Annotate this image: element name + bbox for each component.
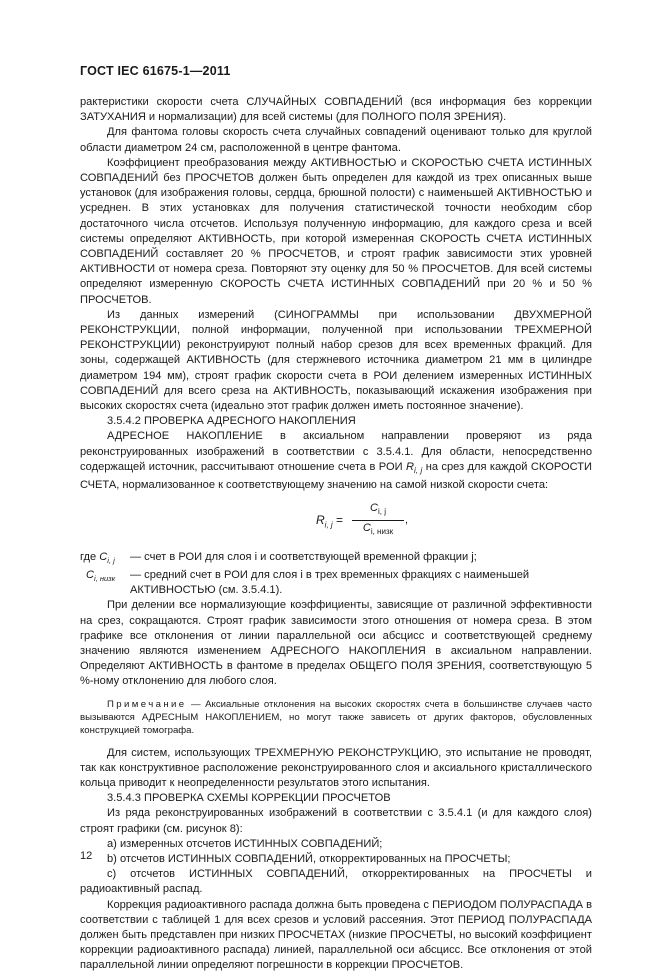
list-item: b) отсчетов ИСТИННЫХ СОВПАДЕНИЙ, откорректированных на ПРОСЧЕТЫ;	[107, 852, 511, 865]
legend-text: — средний счет в РОИ для слоя i в трех временных фракциях с наименьшей АКТИВНОСТЬЮ (см. 3.5.4.1).	[130, 568, 530, 597]
legend-subscript: i, низк	[94, 574, 116, 584]
paragraph: Для систем, использующих ТРЕХМЕРНУЮ РЕКОНСТРУКЦИЮ, это испытание не проводят, так как конструктивное расположение реконструированного слоя и аксиального кристаллического кольца приводит к неопределенности результатов этого испытания.	[80, 746, 592, 789]
formula-subscript: i, низк	[370, 527, 394, 537]
document-header: ГОСТ IEC 61675-1—2011	[80, 64, 231, 78]
page-number: 12	[80, 850, 93, 862]
list-item: a) измеренных отсчетов ИСТИННЫХ СОВПАДЕНИЙ;	[107, 837, 383, 850]
formula-symbol: C	[370, 501, 378, 514]
formula-comma: ,	[405, 513, 409, 526]
section-heading-3-5-4-3: 3.5.4.3 ПРОВЕРКА СХЕМЫ КОРРЕКЦИИ ПРОСЧЕТОВ	[107, 792, 391, 805]
list-item: c) отсчетов ИСТИННЫХ СОВПАДЕНИЙ, откорректированных на ПРОСЧЕТЫ и радиоактивный распад.	[80, 868, 592, 896]
paragraph: При делении все нормализующие коэффициенты, зависящие от различной эффективности на срез, сокращаются. Строят график зависимости этого отношения от номера среза. В этом графике все отклонения от линии параллельной оси абсцисс и соответствующей среднему значению являются изменением АДРЕСНОГО НАКОПЛЕНИЯ в аксиальном направлении. Определяют АКТИВНОСТЬ в фантоме в пределах ОБЩЕГО ПОЛЯ ЗРЕНИЯ, соответствующую 5 %-ному отклонению для любого слоя.	[80, 599, 592, 688]
formula-numerator	[352, 501, 404, 521]
paragraph: Из ряда реконструированных изображений в соответствии с 3.5.4.1 (и для каждого слоя) строят графики (см. рисунок 8):	[80, 807, 592, 835]
legend-symbol	[80, 568, 130, 598]
formula-symbol: R	[316, 512, 325, 527]
formula-subscript: i, j	[377, 506, 386, 516]
paragraph: Для фантома головы скорость счета случайных совпадений оценивают только для круглой области диаметром 24 см, расположенной в центре фантома.	[80, 126, 592, 154]
legend-prefix: где	[80, 550, 100, 563]
formula-subscript: i, j	[324, 519, 333, 529]
legend-symbol-letter: C	[86, 568, 95, 581]
legend-symbol-letter: C	[99, 550, 108, 563]
formula-lhs	[316, 513, 343, 533]
formula	[80, 496, 592, 546]
paragraph	[80, 429, 592, 493]
paragraph: рактеристики скорости счета СЛУЧАЙНЫХ СОВПАДЕНИЙ (вся информация без коррекции ЗАТУХАНИЯ и нормализации) для всей системы (для ПОЛНОГО ПОЛЯ ЗРЕНИЯ).	[80, 96, 592, 124]
document-body	[80, 95, 592, 974]
text-run: АДРЕСНОЕ НАКОПЛЕНИЕ в аксиальном направлении проверяют из ряда реконструированных изображений в соответствии с 3.5.4.1. Для области, непосредственно содержащей источник, рассчитывают отношение счета в РОИ	[80, 430, 592, 473]
text-run: на срез для каждой СКОРОСТИ СЧЕТА, нормализованное к соответствующему значению на самой низкой скорости счета:	[80, 460, 593, 492]
symbol-subscript: i, j	[413, 466, 423, 476]
section-heading-3-5-4-2: 3.5.4.2 ПРОВЕРКА АДРЕСНОГО НАКОПЛЕНИЯ	[107, 415, 356, 428]
formula-fraction	[352, 501, 404, 540]
legend-row	[80, 568, 592, 598]
note-text: — Аксиальные отклонения на высоких скоростях счета в большинстве случаев часто вызываются АДРЕСНЫМ НАКОПЛЕНИЕМ, но могут также зависеть от других факторов, обусловленных конструкцией томографа.	[80, 698, 592, 736]
note	[80, 698, 592, 737]
formula-symbol: C	[362, 521, 371, 534]
legend-symbol	[80, 550, 130, 568]
paragraph: Из данных измерений (СИНОГРАММЫ при использовании ДВУХМЕРНОЙ РЕКОНСТРУКЦИИ, полной информации, полученной при использовании ТРЕХМЕРНОЙ РЕКОНСТРУКЦИИ) реконструируют полный набор срезов для всех временных фракций. Для зоны, содержащей АКТИВНОСТЬ (для стержневого источника диаметром 21 мм в цилиндре диаметром 194 мм), строят график скорости счета в РОИ делением измеренных ИСТИННЫХ СОВПАДЕНИЙ для всего среза на АКТИВНОСТЬ, показывающий искажения изображения при высоких скоростях счета (идеально этот график должен иметь постоянное значение).	[80, 308, 592, 413]
symbol: R	[405, 460, 414, 473]
formula-equals: =	[332, 512, 344, 527]
legend-text: — счет в РОИ для слоя i и соответствующей временной фракции j;	[130, 550, 477, 563]
paragraph: Коэффициент преобразования между АКТИВНОСТЬЮ и СКОРОСТЬЮ СЧЕТА ИСТИННЫХ СОВПАДЕНИЙ без ПРОСЧЕТОВ должен быть определен для каждой из трех описанных выше установок (для изображения головы, сердца, брюшной полости) с наименьшей АКТИВНОСТЬЮ и усреднен. В этих установках для получения статистической точности необходим сбор достаточного числа отсчетов. Используя полученную информацию, для каждого среза и всей системы определяют АКТИВНОСТЬ, при которой измеренная СКОРОСТЬ СЧЕТА ИСТИННЫХ СОВПАДЕНИЙ составляет 20 % ПРОСЧЕТОВ, и строят график зависимости этих уровней АКТИВНОСТИ от номера среза. Повторяют эту оценку для 50 % ПРОСЧЕТОВ. Для всей системы определяют измеренную СКОРОСТЬ СЧЕТА ИСТИННЫХ СОВПАДЕНИЙ при 20 % и 50 % ПРОСЧЕТОВ.	[80, 156, 592, 306]
legend-row	[80, 550, 592, 568]
formula-denominator	[352, 521, 404, 539]
paragraph: Коррекция радиоактивного распада должна быть проведена с ПЕРИОДОМ ПОЛУРАСПАДА в соответствии с таблицей 1 для всех срезов и условий рассеяния. Этот ПЕРИОД ПОЛУРАСПАДА должен быть представлен при низких ПРОСЧЕТАХ (низкие ПРОСЧЕТЫ, но высокий коэффициент коррекции радиоактивного распада) линией, параллельной оси абсцисс. Все отклонения от этой параллельной линии определяют погрешности в коррекции ПРОСЧЕТОВ.	[80, 898, 592, 972]
legend-subscript: i, j	[107, 555, 115, 565]
note-label: Примечание	[107, 698, 187, 710]
